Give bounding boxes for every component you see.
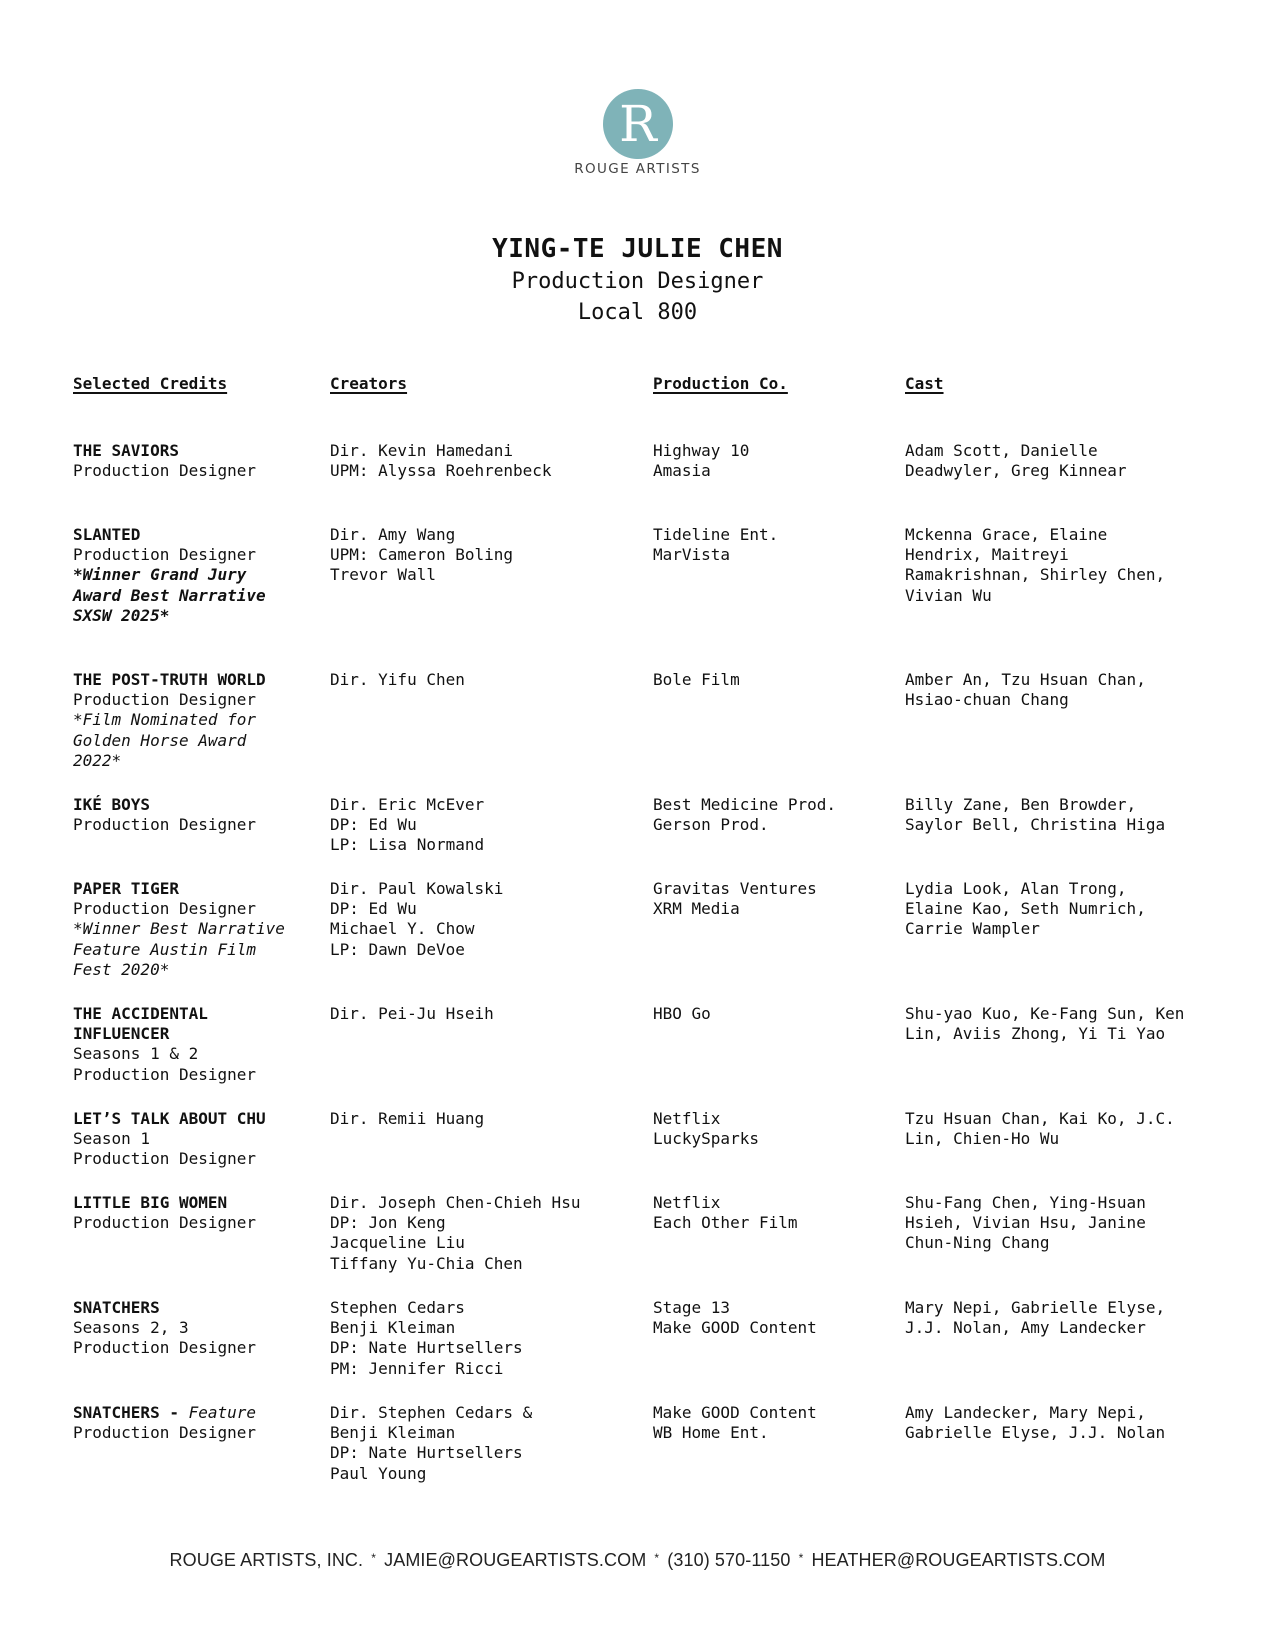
- column-header-creators: Creators: [330, 374, 408, 393]
- production-cell: [653, 1403, 893, 1443]
- production-cell: [653, 1298, 893, 1338]
- footer-phone[interactable]: (310) 570-1150: [667, 1550, 791, 1570]
- creator-line: DP: Ed Wu: [330, 899, 417, 919]
- credit-detail: Production Designer: [73, 1149, 257, 1169]
- production-line: Stage 13: [653, 1298, 731, 1317]
- production-line: Netflix: [653, 1109, 721, 1128]
- cast-line: Hsieh, Vivian Hsu, Janine: [905, 1213, 1146, 1233]
- credit-title-cell: [73, 670, 313, 771]
- column-header-cast: Cast: [905, 374, 944, 393]
- creator-line: Benji Kleiman: [330, 1423, 456, 1443]
- credit-award-note: Fest 2020*: [73, 959, 170, 979]
- production-cell: [653, 1004, 893, 1024]
- credit-award-note: Golden Horse Award: [73, 730, 247, 750]
- creator-line: UPM: Alyssa Roehrenbeck: [330, 461, 552, 481]
- creators-cell: [330, 670, 630, 690]
- creator-line: DP: Jon Keng: [330, 1213, 446, 1233]
- creators-cell: [330, 525, 630, 586]
- credit-title-text: THE POST-TRUTH WORLD: [73, 670, 266, 689]
- credit-detail: Seasons 2, 3: [73, 1318, 189, 1338]
- production-line: Bole Film: [653, 670, 740, 689]
- footer-email-heather[interactable]: HEATHER@ROUGEARTISTS.COM: [811, 1550, 1106, 1570]
- credit-title-cell: [73, 1298, 313, 1359]
- cast-cell: [905, 441, 1205, 481]
- cast-line: Amber An, Tzu Hsuan Chan,: [905, 670, 1146, 689]
- cast-cell: [905, 1298, 1205, 1338]
- footer-separator: *: [371, 1551, 377, 1565]
- cast-line: J.J. Nolan, Amy Landecker: [905, 1318, 1146, 1338]
- cast-line: Hendrix, Maitreyi: [905, 545, 1069, 565]
- production-line: Make GOOD Content: [653, 1318, 817, 1338]
- column-header-credits: Selected Credits: [73, 374, 228, 393]
- production-line: XRM Media: [653, 899, 740, 919]
- credit-title-cell: [73, 879, 313, 980]
- production-line: WB Home Ent.: [653, 1423, 769, 1443]
- footer-separator: *: [798, 1551, 804, 1565]
- credit-detail: Production Designer: [73, 690, 257, 710]
- cast-line: Hsiao-chuan Chang: [905, 690, 1069, 710]
- cast-cell: [905, 1403, 1205, 1443]
- credit-detail: Seasons 1 & 2: [73, 1044, 199, 1064]
- production-line: Gravitas Ventures: [653, 879, 817, 898]
- cast-line: Lydia Look, Alan Trong,: [905, 879, 1127, 898]
- creator-line: Trevor Wall: [330, 565, 436, 585]
- cast-line: Tzu Hsuan Chan, Kai Ko, J.C.: [905, 1109, 1175, 1128]
- credit-title-text: SNATCHERS: [73, 1298, 160, 1317]
- credit-title: [73, 879, 313, 899]
- creator-line: Dir. Yifu Chen: [330, 670, 465, 689]
- creator-line: DP: Ed Wu: [330, 815, 417, 835]
- creators-cell: [330, 1298, 630, 1379]
- credit-title-text: PAPER TIGER: [73, 879, 179, 898]
- credit-title-text: SNATCHERS: [73, 1403, 160, 1422]
- credit-title: [73, 1193, 313, 1213]
- creator-line: PM: Jennifer Ricci: [330, 1358, 504, 1378]
- union-local: Local 800: [577, 300, 698, 325]
- creator-line: Dir. Eric McEver: [330, 795, 485, 814]
- cast-line: Billy Zane, Ben Browder,: [905, 795, 1137, 814]
- credit-detail: Production Designer: [73, 461, 257, 481]
- creator-line: LP: Lisa Normand: [330, 835, 485, 855]
- creators-cell: [330, 879, 630, 960]
- creators-cell: [330, 795, 630, 856]
- creators-cell: [330, 1193, 630, 1274]
- creator-line: Dir. Stephen Cedars &: [330, 1403, 533, 1422]
- credit-detail: Production Designer: [73, 899, 257, 919]
- credit-title-line2: INFLUENCER: [73, 1024, 170, 1044]
- footer-contact: [0, 1550, 1275, 1571]
- logo-letter: R: [618, 95, 657, 153]
- cast-line: Mary Nepi, Gabrielle Elyse,: [905, 1298, 1166, 1317]
- credit-title-format: Feature: [188, 1403, 257, 1422]
- creator-line: Dir. Joseph Chen-Chieh Hsu: [330, 1193, 581, 1212]
- creators-cell: [330, 1004, 630, 1024]
- production-line: MarVista: [653, 545, 731, 565]
- credit-award-note: Feature Austin Film: [73, 939, 257, 959]
- credit-title: [73, 670, 313, 690]
- credit-title: [73, 1109, 313, 1129]
- cast-line: Mckenna Grace, Elaine: [905, 525, 1108, 544]
- credit-title-text: IKÉ BOYS: [73, 795, 151, 814]
- production-line: Netflix: [653, 1193, 721, 1212]
- production-line: LuckySparks: [653, 1129, 759, 1149]
- creator-line: Tiffany Yu-Chia Chen: [330, 1253, 523, 1273]
- cast-line: Chun-Ning Chang: [905, 1233, 1050, 1253]
- credit-award-note: *Film Nominated for: [73, 710, 257, 730]
- production-line: Gerson Prod.: [653, 815, 769, 835]
- credit-detail: Production Designer: [73, 815, 257, 835]
- creator-line: Stephen Cedars: [330, 1298, 465, 1317]
- footer-separator: *: [654, 1551, 660, 1565]
- cast-line: Elaine Kao, Seth Numrich,: [905, 899, 1146, 919]
- creators-cell: [330, 1109, 630, 1129]
- creator-line: DP: Nate Hurtsellers: [330, 1338, 523, 1358]
- credit-award-note: Award Best Narrative: [73, 585, 266, 605]
- creators-cell: [330, 1403, 630, 1484]
- credit-title-cell: [73, 1403, 313, 1443]
- credit-title: [73, 1004, 313, 1024]
- credit-title: [73, 1403, 313, 1423]
- cast-line: Amy Landecker, Mary Nepi,: [905, 1403, 1146, 1422]
- footer-email-jamie[interactable]: JAMIE@ROUGEARTISTS.COM: [384, 1550, 647, 1570]
- creator-line: DP: Nate Hurtsellers: [330, 1443, 523, 1463]
- credit-title-cell: [73, 795, 313, 835]
- credit-detail: Production Designer: [73, 1213, 257, 1233]
- credit-title-text: SLANTED: [73, 525, 141, 544]
- cast-line: Vivian Wu: [905, 585, 992, 605]
- credit-title-cell: [73, 1193, 313, 1233]
- cast-line: Lin, Chien-Ho Wu: [905, 1129, 1060, 1149]
- cast-cell: [905, 795, 1205, 835]
- column-header-production: Production Co.: [653, 374, 788, 393]
- cast-cell: [905, 1109, 1205, 1149]
- credit-title-text: THE SAVIORS: [73, 441, 179, 460]
- cast-line: Adam Scott, Danielle: [905, 441, 1098, 460]
- production-line: Best Medicine Prod.: [653, 795, 837, 814]
- credit-title: [73, 795, 313, 815]
- cast-line: Ramakrishnan, Shirley Chen,: [905, 565, 1166, 585]
- cast-line: Lin, Aviis Zhong, Yi Ti Yao: [905, 1024, 1166, 1044]
- credit-detail: Production Designer: [73, 1064, 257, 1084]
- creator-line: Jacqueline Liu: [330, 1233, 465, 1253]
- person-name: YING-TE JULIE CHEN: [492, 234, 783, 264]
- credit-title: [73, 1298, 313, 1318]
- production-line: Tideline Ent.: [653, 525, 779, 544]
- production-cell: [653, 441, 893, 481]
- cast-cell: [905, 1004, 1205, 1044]
- brand-name: ROUGE ARTISTS: [574, 161, 701, 177]
- credit-detail: Production Designer: [73, 545, 257, 565]
- production-line: Highway 10: [653, 441, 750, 460]
- credit-award-note: SXSW 2025*: [73, 605, 170, 625]
- production-line: Each Other Film: [653, 1213, 798, 1233]
- creator-line: LP: Dawn DeVoe: [330, 939, 465, 959]
- credit-title-text: THE ACCIDENTAL: [73, 1004, 208, 1023]
- cast-cell: [905, 525, 1205, 606]
- creator-line: Dir. Remii Huang: [330, 1109, 485, 1128]
- production-cell: [653, 525, 893, 565]
- creator-line: Dir. Amy Wang: [330, 525, 456, 544]
- production-line: HBO Go: [653, 1004, 711, 1023]
- credit-title-text: LITTLE BIG WOMEN: [73, 1193, 228, 1212]
- production-cell: [653, 795, 893, 835]
- credit-title-dash: -: [159, 1403, 189, 1422]
- cast-line: Carrie Wampler: [905, 919, 1040, 939]
- credit-title-cell: [73, 1004, 313, 1085]
- person-role: Production Designer: [511, 269, 764, 294]
- production-line: Make GOOD Content: [653, 1403, 817, 1422]
- production-cell: [653, 670, 893, 690]
- cast-line: Shu-yao Kuo, Ke-Fang Sun, Ken: [905, 1004, 1185, 1023]
- cast-line: Shu-Fang Chen, Ying-Hsuan: [905, 1193, 1146, 1212]
- cast-cell: [905, 879, 1205, 940]
- creators-cell: [330, 441, 630, 481]
- credit-award-note: *Winner Grand Jury: [73, 565, 247, 585]
- creator-line: Dir. Pei-Ju Hseih: [330, 1004, 494, 1023]
- cast-line: Saylor Bell, Christina Higa: [905, 815, 1166, 835]
- credit-title-text: LET’S TALK ABOUT CHU: [73, 1109, 266, 1128]
- creator-line: Paul Young: [330, 1463, 427, 1483]
- creator-line: Dir. Kevin Hamedani: [330, 441, 514, 460]
- production-cell: [653, 1193, 893, 1233]
- credit-title: [73, 441, 313, 461]
- credit-detail: Season 1: [73, 1129, 151, 1149]
- credit-title: [73, 525, 313, 545]
- cast-line: Gabrielle Elyse, J.J. Nolan: [905, 1423, 1166, 1443]
- credit-award-note: 2022*: [73, 750, 122, 770]
- creator-line: UPM: Cameron Boling: [330, 545, 514, 565]
- creator-line: Michael Y. Chow: [330, 919, 475, 939]
- footer-company: ROUGE ARTISTS, INC.: [169, 1550, 364, 1570]
- credit-title-cell: [73, 1109, 313, 1170]
- credit-detail: Production Designer: [73, 1338, 257, 1358]
- cast-cell: [905, 670, 1205, 710]
- credit-title-cell: [73, 441, 313, 481]
- cast-cell: [905, 1193, 1205, 1254]
- production-cell: [653, 1109, 893, 1149]
- production-line: Amasia: [653, 461, 711, 481]
- credit-detail: Production Designer: [73, 1423, 257, 1443]
- credit-award-note: *Winner Best Narrative: [73, 919, 285, 939]
- credit-title-cell: [73, 525, 313, 626]
- creator-line: Benji Kleiman: [330, 1318, 456, 1338]
- production-cell: [653, 879, 893, 919]
- creator-line: Dir. Paul Kowalski: [330, 879, 504, 898]
- cast-line: Deadwyler, Greg Kinnear: [905, 461, 1127, 481]
